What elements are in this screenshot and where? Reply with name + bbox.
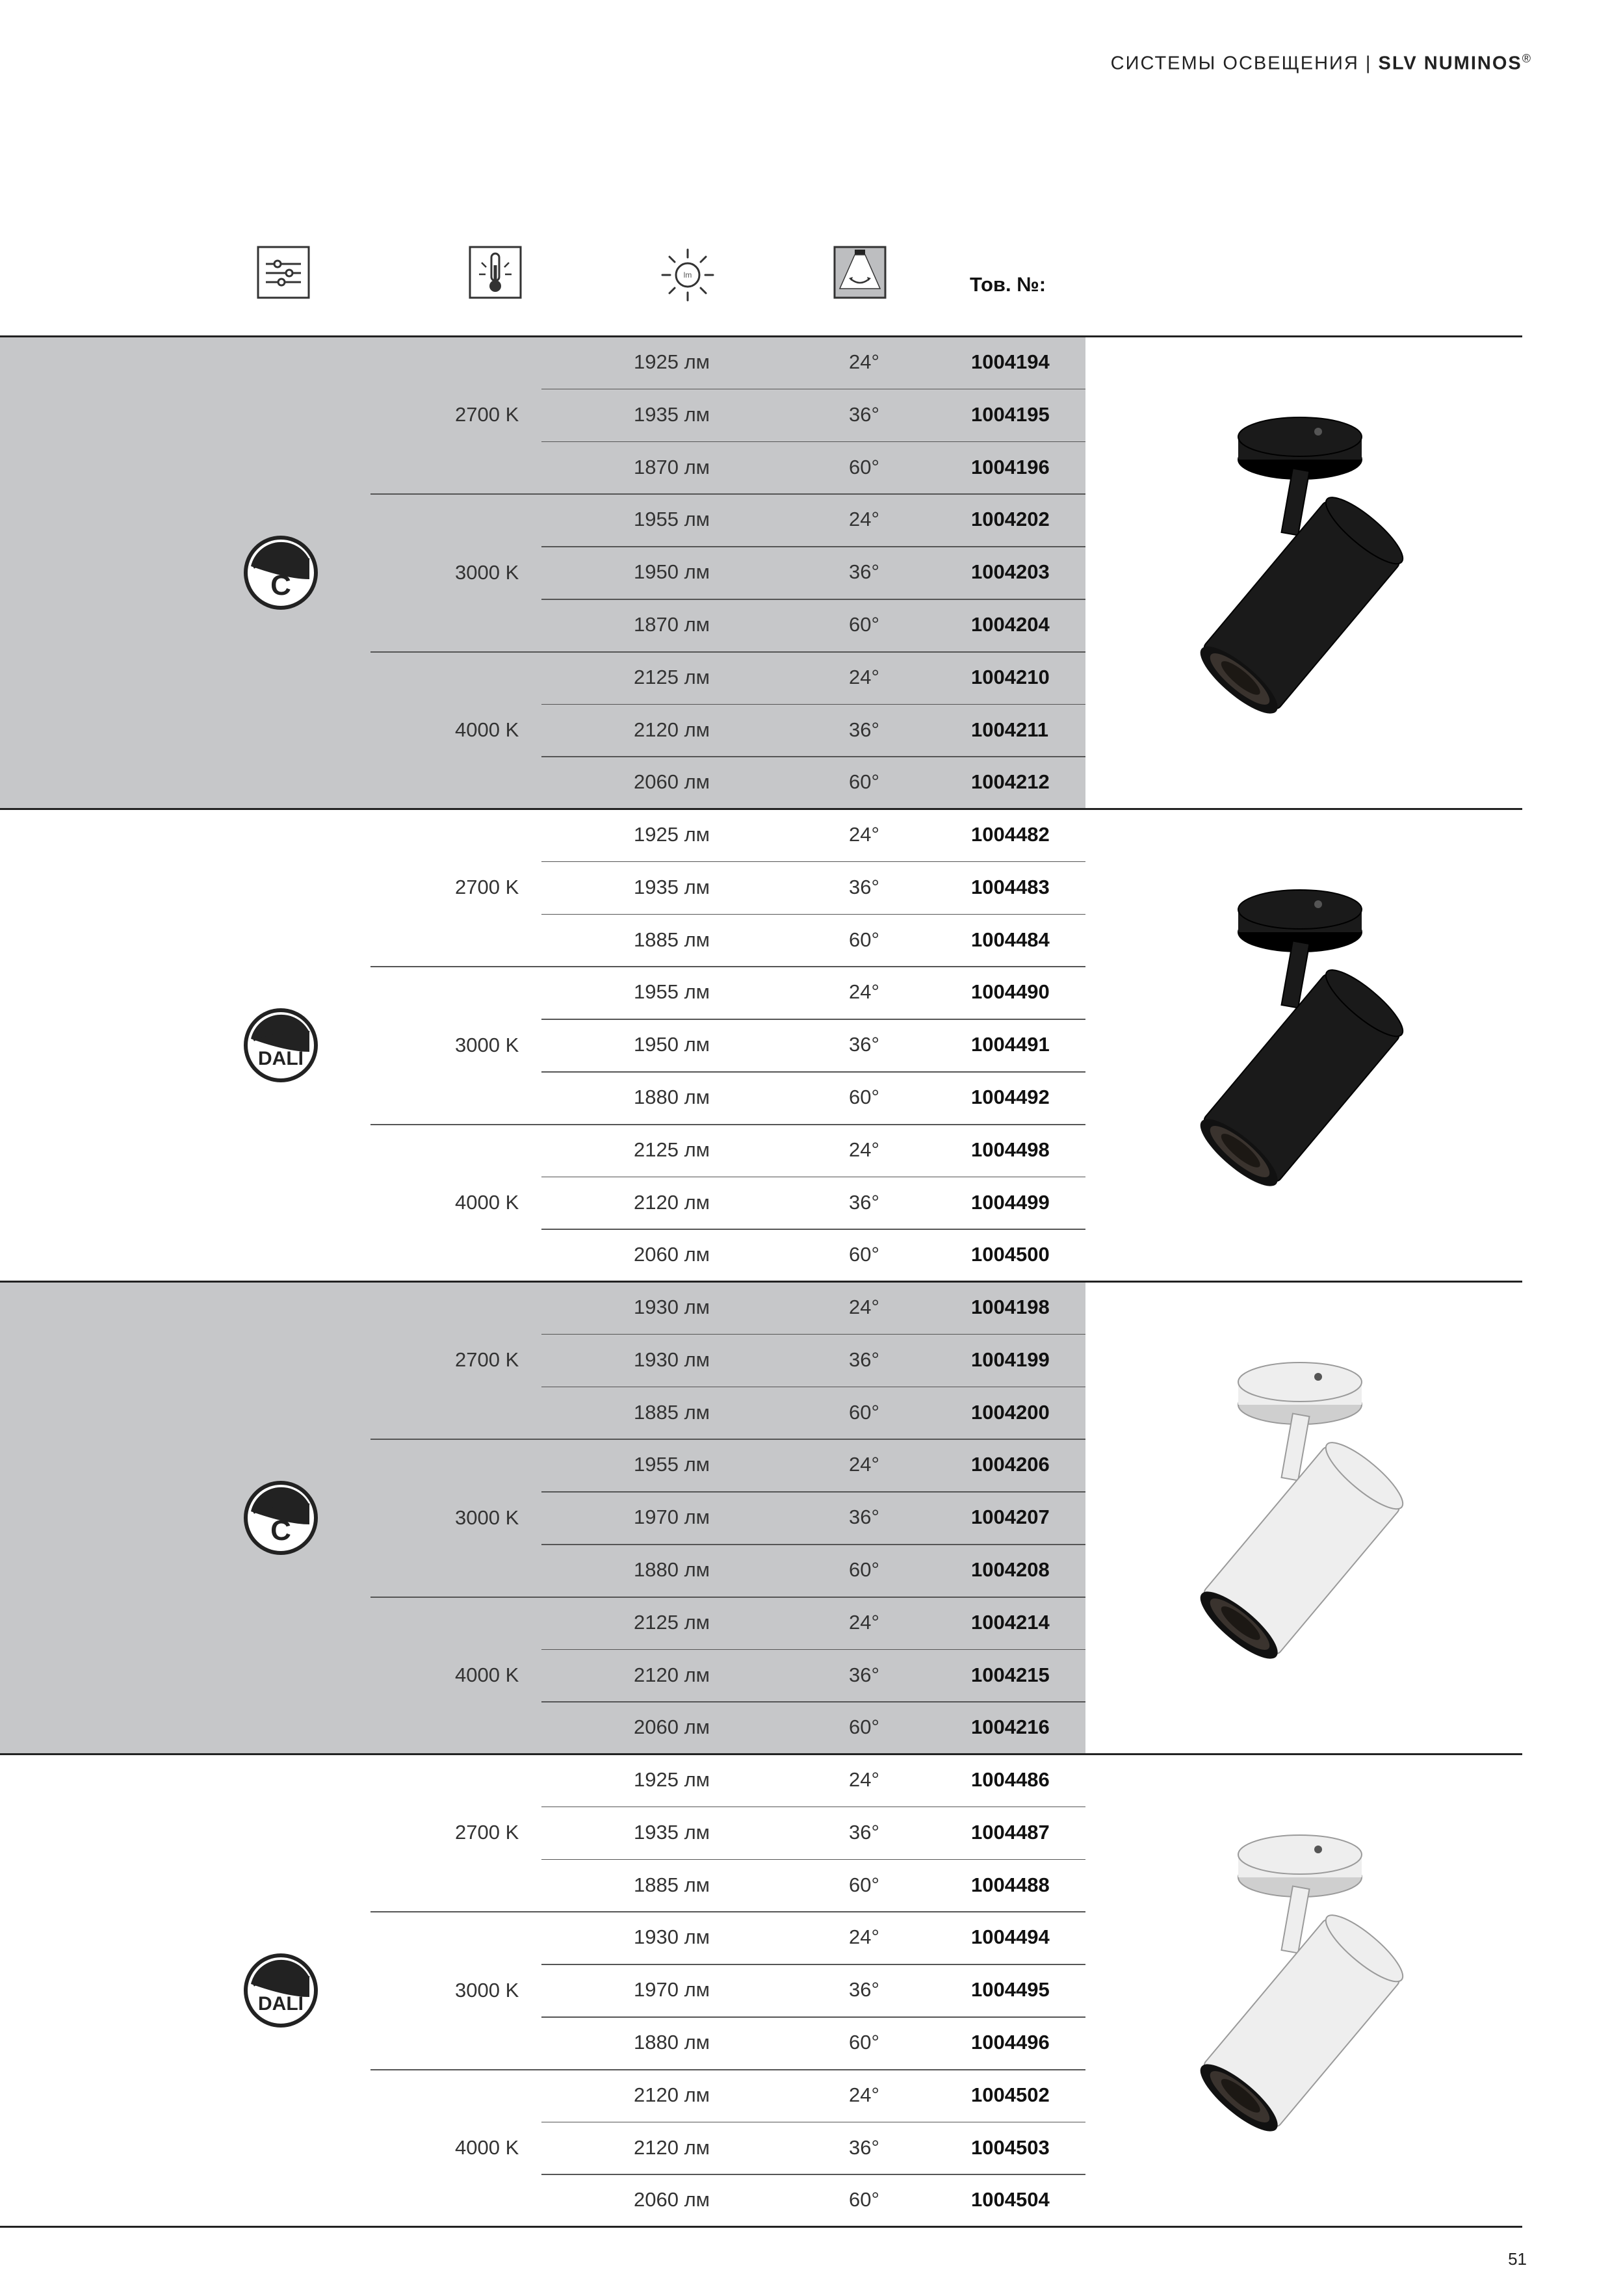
luminous-flux-value: 1930 лм: [634, 1925, 710, 1949]
article-number: 1004484: [971, 928, 1050, 951]
beam-angle-value: 24°: [849, 1610, 879, 1634]
luminous-flux-value: 2060 лм: [634, 1243, 710, 1266]
beam-angle-value: 24°: [849, 2083, 879, 2106]
color-temperature-label: 4000 K: [455, 2136, 519, 2159]
table-row: [0, 966, 1085, 1018]
beam-angle-value: 60°: [849, 455, 879, 478]
beam-angle-value: 24°: [849, 1296, 879, 1318]
header-title-prefix: СИСТЕМЫ ОСВЕЩЕНИЯ |: [1110, 53, 1379, 74]
table-row: [0, 1597, 1085, 1649]
article-number: 1004495: [971, 1978, 1050, 2002]
beam-angle-value: 24°: [849, 1138, 879, 1161]
color-temperature-icon: [469, 246, 522, 299]
beam-angle-value: 36°: [849, 1190, 879, 1214]
beam-angle-value: 36°: [849, 875, 879, 898]
beam-angle-value: 24°: [849, 1925, 879, 1949]
article-number: 1004498: [971, 1138, 1050, 1161]
beam-angle-value: 60°: [849, 2188, 879, 2211]
beam-angle-value: 36°: [849, 1820, 879, 1844]
black-spotlight-image: [1170, 398, 1430, 762]
beam-angle-value: 36°: [849, 1663, 879, 1686]
white-spotlight-image: [1170, 1343, 1430, 1707]
color-temperature-label: 4000 K: [455, 718, 519, 741]
color-temperature-label: 3000 K: [455, 1033, 519, 1056]
article-number: 1004482: [971, 823, 1050, 846]
beam-angle-value: 60°: [849, 928, 879, 951]
table-row: [0, 1859, 1085, 1911]
article-number: 1004204: [971, 613, 1050, 636]
table-row: [0, 1911, 1085, 1963]
article-number: 1004494: [971, 1925, 1050, 1949]
control-icon-label: C: [270, 569, 291, 601]
control-icon-label: C: [270, 1514, 291, 1546]
article-number: 1004212: [971, 770, 1050, 794]
table-row: [0, 651, 1085, 703]
lm-icon-text: lm: [683, 270, 692, 280]
dimmer-settings-icon: [257, 246, 310, 299]
table-row: [0, 336, 1085, 388]
luminous-flux-value: 1880 лм: [634, 2031, 710, 2054]
table-row: [0, 809, 1085, 861]
article-number: 1004198: [971, 1296, 1050, 1318]
article-number: 1004208: [971, 1558, 1050, 1581]
table-row: [0, 1439, 1085, 1491]
beam-angle-value: 60°: [849, 1400, 879, 1424]
luminous-flux-value: 1880 лм: [634, 1558, 710, 1581]
luminous-flux-value: 1925 лм: [634, 350, 710, 373]
luminous-flux-value: 2125 лм: [634, 1138, 710, 1161]
luminous-flux-value: 1925 лм: [634, 823, 710, 846]
table-row: [0, 1229, 1085, 1281]
table-row: [0, 599, 1085, 651]
beam-angle-value: 24°: [849, 823, 879, 846]
article-number: 1004491: [971, 1033, 1050, 1056]
article-number: 1004199: [971, 1348, 1050, 1371]
luminous-flux-value: 1950 лм: [634, 560, 710, 584]
table-row: [0, 1124, 1085, 1176]
luminous-flux-value: 1950 лм: [634, 1033, 710, 1056]
page-number: 51: [1508, 2249, 1527, 2269]
table-row: [0, 1334, 1085, 1386]
table-row: [0, 389, 1085, 441]
article-number: 1004503: [971, 2135, 1050, 2159]
article-number: 1004194: [971, 350, 1050, 373]
beam-angle-value: 60°: [849, 2031, 879, 2054]
beam-angle-value: 24°: [849, 980, 879, 1004]
table-row: [0, 1019, 1085, 1071]
article-number: 1004196: [971, 455, 1050, 478]
luminous-flux-value: 1955 лм: [634, 508, 710, 531]
header-registered-mark: ®: [1522, 52, 1532, 65]
table-row: [0, 493, 1085, 545]
header-brand: SLV NUMINOS: [1378, 53, 1522, 74]
luminous-flux-value: 1885 лм: [634, 1873, 710, 1896]
article-number: 1004490: [971, 980, 1050, 1004]
article-number: 1004195: [971, 402, 1050, 426]
article-number: 1004211: [971, 718, 1048, 741]
luminous-flux-value: 1935 лм: [634, 875, 710, 898]
beam-angle-value: 24°: [849, 508, 879, 531]
luminous-flux-value: 2125 лм: [634, 665, 710, 688]
color-temperature-label: 2700 K: [455, 1348, 519, 1372]
beam-angle-value: 24°: [849, 350, 879, 373]
beam-angle-value: 36°: [849, 718, 879, 741]
beam-angle-value: 60°: [849, 1715, 879, 1739]
article-number: 1004214: [971, 1610, 1050, 1634]
section-rule: [0, 335, 1522, 337]
luminous-flux-value: 1970 лм: [634, 1506, 710, 1529]
section-rule: [0, 1281, 1522, 1283]
product-section: [0, 1754, 1522, 2226]
article-number: 1004499: [971, 1190, 1050, 1214]
section-rule: [0, 808, 1522, 810]
control-icon-label: DALI: [258, 1992, 304, 2015]
beam-angle-value: 60°: [849, 1243, 879, 1266]
control-icon-label: DALI: [258, 1047, 304, 1069]
beam-angle-value: 36°: [849, 560, 879, 584]
product-section: [0, 336, 1522, 809]
beam-angle-value: 36°: [849, 1506, 879, 1529]
table-row: [0, 914, 1085, 966]
luminous-flux-value: 1925 лм: [634, 1768, 710, 1791]
beam-angle-value: 36°: [849, 1978, 879, 2002]
table-row: [0, 1649, 1085, 1701]
table-row: [0, 2122, 1085, 2174]
luminous-flux-value: 2120 лм: [634, 2135, 710, 2159]
table-row: [0, 1491, 1085, 1543]
article-number: 1004502: [971, 2083, 1050, 2106]
table-row: [0, 756, 1085, 808]
luminous-flux-value: 1955 лм: [634, 1453, 710, 1476]
white-spotlight-image: [1170, 1816, 1430, 2180]
black-spotlight-image: [1170, 870, 1430, 1234]
article-number: 1004207: [971, 1506, 1050, 1529]
luminous-flux-value: 1870 лм: [634, 613, 710, 636]
color-temperature-label: 2700 K: [455, 876, 519, 899]
color-temperature-label: 3000 K: [455, 1506, 519, 1529]
beam-angle-value: 36°: [849, 1348, 879, 1371]
beam-angle-value: 60°: [849, 613, 879, 636]
luminous-flux-value: 1885 лм: [634, 928, 710, 951]
beam-angle-value: 36°: [849, 402, 879, 426]
table-row: [0, 861, 1085, 913]
beam-angle-value: 24°: [849, 1768, 879, 1791]
table-row: [0, 2069, 1085, 2121]
article-number: 1004216: [971, 1715, 1050, 1739]
luminous-flux-value: 2060 лм: [634, 1715, 710, 1739]
beam-angle-value: 24°: [849, 1453, 879, 1476]
luminous-flux-value: 1970 лм: [634, 1978, 710, 2002]
color-temperature-label: 2700 K: [455, 403, 519, 426]
beam-angle-value: 60°: [849, 1086, 879, 1108]
table-row: [0, 1754, 1085, 1806]
article-number: 1004496: [971, 2031, 1050, 2054]
article-number: 1004203: [971, 560, 1050, 584]
article-number: 1004487: [971, 1820, 1050, 1844]
luminous-flux-value: 1935 лм: [634, 1820, 710, 1844]
table-row: [0, 1071, 1085, 1123]
luminous-flux-icon: [660, 247, 716, 303]
table-row: [0, 546, 1085, 598]
article-number: 1004486: [971, 1768, 1050, 1791]
table-row: [0, 1701, 1085, 1753]
color-temperature-label: 4000 K: [455, 1663, 519, 1686]
article-number-header: Тов. №:: [970, 273, 1046, 296]
luminous-flux-value: 2120 лм: [634, 2083, 710, 2106]
beam-angle-icon: [833, 246, 887, 299]
luminous-flux-value: 2060 лм: [634, 2188, 710, 2211]
luminous-flux-value: 1930 лм: [634, 1348, 710, 1371]
luminous-flux-value: 2120 лм: [634, 1663, 710, 1686]
table-row: [0, 1544, 1085, 1596]
beam-angle-value: 60°: [849, 1558, 879, 1581]
table-row: [0, 2174, 1085, 2226]
section-rule: [0, 1753, 1522, 1755]
luminous-flux-value: 2125 лм: [634, 1610, 710, 1634]
beam-angle-value: 36°: [849, 2135, 879, 2159]
table-row: [0, 1807, 1085, 1859]
luminous-flux-value: 1955 лм: [634, 980, 710, 1004]
article-number: 1004483: [971, 875, 1050, 898]
table-row: [0, 1281, 1085, 1333]
luminous-flux-value: 1880 лм: [634, 1086, 710, 1108]
table-row: [0, 1964, 1085, 2016]
table-bottom-rule: [0, 2226, 1522, 2228]
luminous-flux-value: 1935 лм: [634, 402, 710, 426]
table-row: [0, 2016, 1085, 2068]
table-row: [0, 441, 1085, 493]
article-number: 1004202: [971, 508, 1050, 531]
color-temperature-label: 3000 K: [455, 560, 519, 584]
luminous-flux-value: 1870 лм: [634, 455, 710, 478]
page-header: [1111, 52, 1532, 75]
beam-angle-value: 36°: [849, 1033, 879, 1056]
luminous-flux-value: 1930 лм: [634, 1296, 710, 1318]
article-number: 1004200: [971, 1400, 1050, 1424]
article-number: 1004206: [971, 1453, 1050, 1476]
color-temperature-label: 2700 K: [455, 1821, 519, 1844]
luminous-flux-value: 2060 лм: [634, 770, 710, 794]
table-row: [0, 704, 1085, 756]
product-section: [0, 809, 1522, 1281]
article-number: 1004500: [971, 1243, 1050, 1266]
beam-angle-value: 60°: [849, 1873, 879, 1896]
article-number: 1004504: [971, 2188, 1050, 2211]
table-row: [0, 1387, 1085, 1439]
product-section: [0, 1281, 1522, 1754]
luminous-flux-value: 1885 лм: [634, 1400, 710, 1424]
table-row: [0, 1177, 1085, 1229]
luminous-flux-value: 2120 лм: [634, 1190, 710, 1214]
article-number: 1004210: [971, 665, 1050, 688]
beam-angle-value: 60°: [849, 770, 879, 794]
article-number: 1004488: [971, 1873, 1050, 1896]
color-temperature-label: 3000 K: [455, 1978, 519, 2002]
luminous-flux-value: 2120 лм: [634, 718, 710, 741]
color-temperature-label: 4000 K: [455, 1191, 519, 1214]
article-number: 1004215: [971, 1663, 1050, 1686]
beam-angle-value: 24°: [849, 665, 879, 688]
article-number: 1004492: [971, 1086, 1050, 1108]
